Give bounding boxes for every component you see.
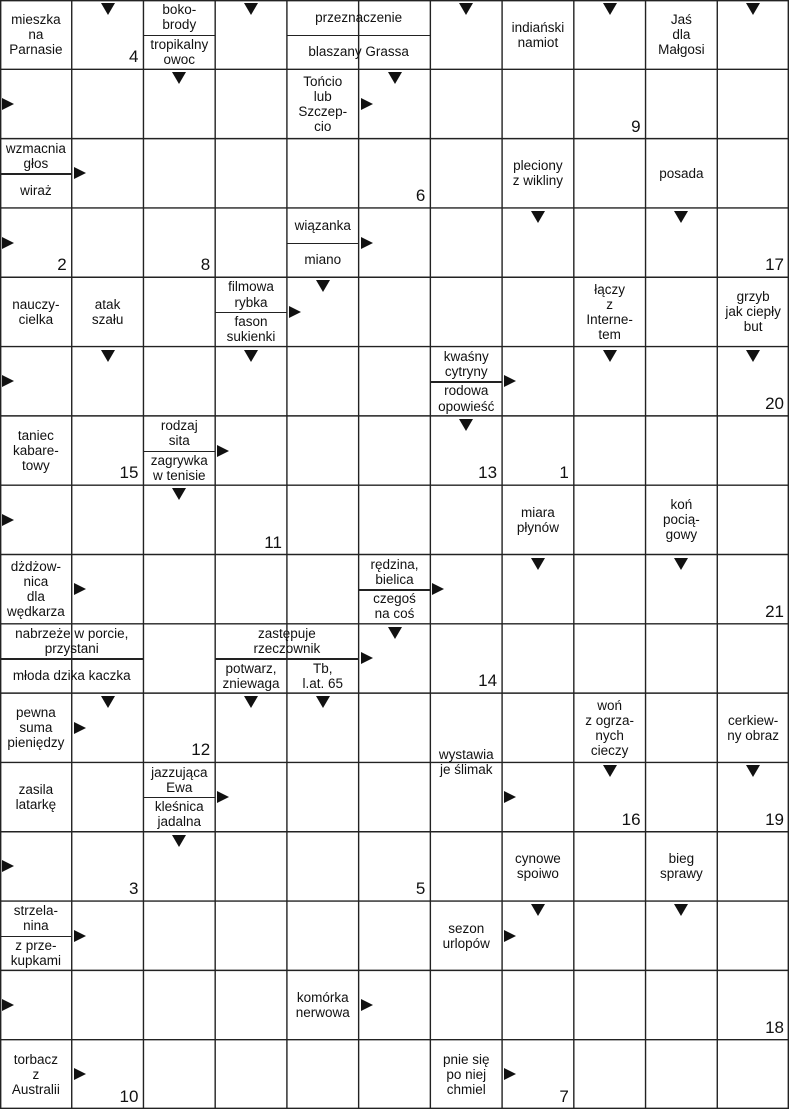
clue-text: tropikalny owoc xyxy=(150,36,209,67)
entry-number: 3 xyxy=(129,879,139,899)
arrow-right-icon xyxy=(2,514,14,526)
arrow-down-icon xyxy=(459,419,473,431)
arrow-right-icon xyxy=(217,791,229,803)
entry-number: 7 xyxy=(559,1087,569,1106)
clue-text: kleśnica jadalna xyxy=(154,799,204,830)
clue-text: strzela- nina xyxy=(13,903,58,934)
clue-text: fason sukienki xyxy=(226,314,276,345)
arrow-right-icon xyxy=(2,860,14,872)
entry-number: 9 xyxy=(631,116,641,136)
clue-text: cynowe spoiwo xyxy=(515,851,561,882)
arrow-down-icon xyxy=(388,627,402,639)
arrow-down-icon xyxy=(316,280,330,292)
arrow-right-icon xyxy=(504,930,516,942)
clue-text: filmowa rybka xyxy=(228,279,274,310)
clue-text: torbacz z Australii xyxy=(11,1051,60,1097)
clue-text: woń z ogrza- nych cieczy xyxy=(585,697,635,758)
arrow-down-icon xyxy=(388,72,402,84)
clue-text: jazzująca Ewa xyxy=(151,764,208,795)
arrow-down-icon xyxy=(244,350,258,362)
clue-text: atak szału xyxy=(91,296,124,327)
entry-number: 18 xyxy=(765,1017,784,1037)
arrow-right-icon xyxy=(74,722,86,734)
arrow-down-icon xyxy=(674,558,688,570)
clue-text: komórka nerwowa xyxy=(295,989,350,1021)
arrow-down-icon xyxy=(746,765,760,777)
arrow-down-icon xyxy=(603,3,617,15)
arrow-down-icon xyxy=(244,3,258,15)
clue-text: zasila latarkę xyxy=(15,781,57,813)
clue-text: zastępuje rzeczownik xyxy=(253,626,321,657)
arrow-down-icon xyxy=(101,696,115,708)
arrow-right-icon xyxy=(2,375,14,387)
clue-text: rędzina, bielica xyxy=(370,556,419,587)
clue-text: wiraż xyxy=(20,183,52,199)
arrow-right-icon xyxy=(74,583,86,595)
arrow-down-icon xyxy=(746,350,760,362)
arrow-down-icon xyxy=(316,696,330,708)
entry-number: 6 xyxy=(415,185,426,205)
clue-text: pnie się po niej chmiel xyxy=(442,1051,490,1097)
arrow-right-icon xyxy=(2,98,14,110)
entry-number: 15 xyxy=(119,463,139,483)
clue-text: z prze- kupkami xyxy=(10,937,61,969)
arrow-right-icon xyxy=(504,1068,516,1080)
clue-text: bieg sprawy xyxy=(660,851,703,882)
clue-text: pleciony z wikliny xyxy=(512,158,564,189)
arrow-down-icon xyxy=(459,3,473,15)
clue-text: Tb, l.at. 65 xyxy=(302,660,344,691)
clue-text: koń pocią- gowy xyxy=(663,497,700,543)
clue-text: potwarz, zniewaga xyxy=(222,660,280,691)
arrow-down-icon xyxy=(172,72,186,84)
entry-number: 20 xyxy=(765,393,784,413)
clue-text: grzyb jak ciepły but xyxy=(725,289,781,335)
arrow-down-icon xyxy=(531,211,545,223)
arrow-right-icon xyxy=(361,98,373,110)
entry-number: 14 xyxy=(478,671,498,691)
clue-text: Tońcio lub Szczep- cio xyxy=(298,73,348,135)
clue-text: taniec kabare- towy xyxy=(12,427,59,474)
arrow-right-icon xyxy=(74,1068,86,1080)
arrow-right-icon xyxy=(504,791,516,803)
clue-text: sezon urlopów xyxy=(442,920,490,951)
entry-number: 2 xyxy=(57,255,67,275)
entry-number: 11 xyxy=(264,532,282,552)
clue-text: wystawia je ślimak xyxy=(438,747,494,778)
clue-text: blaszany Grassa xyxy=(308,44,409,60)
arrow-right-icon xyxy=(2,237,14,249)
arrow-right-icon xyxy=(2,999,14,1011)
arrow-down-icon xyxy=(172,835,186,847)
arrow-right-icon xyxy=(361,999,373,1011)
entry-number: 17 xyxy=(765,255,784,275)
arrow-down-icon xyxy=(603,350,617,362)
arrow-down-icon xyxy=(101,3,115,15)
clue-text: posada xyxy=(659,165,704,181)
entry-number: 8 xyxy=(200,255,211,275)
entry-number: 12 xyxy=(191,740,211,760)
entry-number: 13 xyxy=(478,463,498,483)
arrow-down-icon xyxy=(531,558,545,570)
arrow-right-icon xyxy=(74,930,86,942)
clue-text: zagrywka w tenisie xyxy=(150,452,208,483)
clue-text: cerkiew- ny obraz xyxy=(727,712,780,743)
entry-number: 21 xyxy=(765,601,784,621)
arrow-right-icon xyxy=(289,306,301,318)
clue-text: wzmacnia głos xyxy=(5,140,66,171)
clue-text: czegoś na coś xyxy=(373,591,416,622)
clue-text: młoda dzika kaczka xyxy=(12,668,131,684)
arrow-down-icon xyxy=(101,350,115,362)
clue-text: pewna suma pieniędzy xyxy=(7,705,65,751)
arrow-right-icon xyxy=(217,445,229,457)
clue-text: dżdżow- nica dla wędkarza xyxy=(6,558,65,620)
clue-text: łączy z Interne- tem xyxy=(586,281,633,343)
clue-text: wiązanka xyxy=(294,217,351,233)
arrow-down-icon xyxy=(674,904,688,916)
entry-number: 16 xyxy=(621,809,641,829)
entry-number: 5 xyxy=(415,879,426,899)
clue-text: kwaśny cytryny xyxy=(443,348,489,379)
arrow-right-icon xyxy=(504,375,516,387)
clue-text: Jaś dla Małgosi xyxy=(658,11,705,58)
clue-text: boko- brody xyxy=(162,2,197,33)
clue-text: rodzaj sita xyxy=(160,418,198,449)
arrow-down-icon xyxy=(172,488,186,500)
arrow-down-icon xyxy=(603,765,617,777)
arrow-down-icon xyxy=(244,696,258,708)
clue-text: nauczy- cielka xyxy=(12,296,60,327)
arrow-right-icon xyxy=(361,652,373,664)
arrow-right-icon xyxy=(74,167,86,179)
entry-number: 1 xyxy=(559,463,569,483)
entry-number: 4 xyxy=(129,47,139,67)
entry-number: 10 xyxy=(119,1087,139,1106)
entry-number: 19 xyxy=(765,809,784,829)
arrow-down-icon xyxy=(674,211,688,223)
clue-text: nabrzeże w porcie, przystani xyxy=(15,626,129,657)
clue-text: rodowa opowieść xyxy=(438,383,495,414)
clue-text: przeznaczenie xyxy=(315,9,403,25)
arrow-down-icon xyxy=(746,3,760,15)
clue-text: miara płynów xyxy=(516,504,559,535)
arrow-right-icon xyxy=(361,237,373,249)
arrow-down-icon xyxy=(531,904,545,916)
clue-text: miano xyxy=(304,252,342,268)
arrow-right-icon xyxy=(432,583,444,595)
clue-text: mieszka na Parnasie xyxy=(9,11,63,58)
clue-text: indiański namiot xyxy=(511,19,565,50)
